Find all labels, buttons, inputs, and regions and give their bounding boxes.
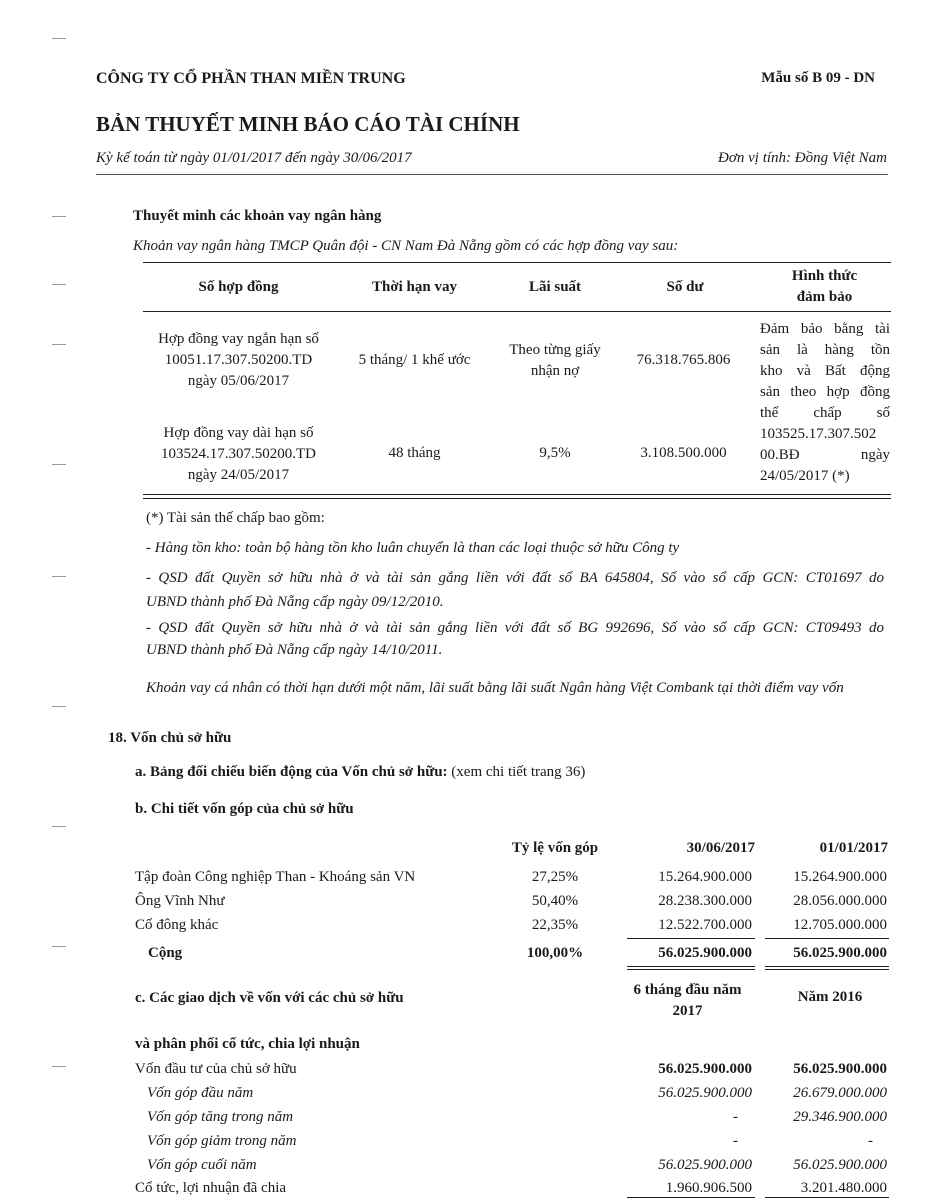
total-row-label: Cộng — [148, 945, 183, 961]
personal-loans-note: Khoản vay cá nhân có thời hạn dưới một năm, lãi suất bằng lãi suất Ngân hàng Việt Combank tại thời điểm vay vốn — [146, 680, 844, 696]
table-row-value: - — [733, 1109, 738, 1125]
scan-mark — [52, 706, 66, 707]
table-row-ratio: 22,35% — [531, 917, 579, 933]
company-name: CÔNG TY CỔ PHẦN THAN MIỀN TRUNG — [96, 70, 406, 87]
scan-mark — [52, 826, 66, 827]
collateral-item: - QSD đất Quyền sở hữu nhà ở và tài sản gắng liền với đất số BG 992696, Số vào sổ cấp GCN: CT09493 do — [146, 620, 884, 636]
table-row-label: Vốn góp giảm trong năm — [147, 1133, 297, 1149]
table-row-term: 48 tháng — [388, 445, 441, 461]
scan-mark — [52, 284, 66, 285]
table-row-balance: 76.318.765.806 — [636, 352, 731, 368]
row-rule — [765, 1197, 889, 1198]
col-header-guarantee: Hình thức đảm bảo — [791, 268, 858, 305]
col-header-ratio: Tỷ lệ vốn góp — [511, 840, 599, 856]
subsection-c-line2: và phân phối cổ tức, chia lợi nhuận — [135, 1036, 360, 1052]
col-header-rate: Lãi suất — [528, 279, 582, 295]
col-header-period1: 6 tháng đầu năm 2017 — [633, 982, 742, 1019]
collateral-item: - QSD đất Quyền sở hữu nhà ở và tài sản gắng liền với đất số BA 645804, Số vào sổ cấp GCN: CT01697 do — [146, 570, 884, 586]
table-row-value: 56.025.900.000 — [658, 1085, 752, 1101]
table-row-name: Ông Vĩnh Như — [135, 893, 225, 909]
table-row-value: 28.056.000.000 — [793, 893, 887, 909]
collateral-item: - Hàng tồn kho: toàn bộ hàng tồn kho luân chuyển là than các loại thuộc sở hữu Công ty — [146, 540, 680, 556]
table-row-value: 15.264.900.000 — [793, 869, 887, 885]
scan-mark — [52, 216, 66, 217]
table-row-value: 12.522.700.000 — [658, 917, 752, 933]
table-row-value: 3.201.480.000 — [800, 1180, 887, 1196]
table-row-value: 56.025.900.000 — [793, 1157, 887, 1173]
collateral-item: UBND thành phố Đà Nẵng cấp ngày 14/10/2011. — [146, 642, 443, 658]
col-header-term: Thời hạn vay — [371, 279, 457, 295]
form-number: Mẫu số B 09 - DN — [761, 70, 875, 86]
table-bottom-border — [143, 498, 891, 499]
table-row-rate: Theo từng giấy nhận nợ — [509, 342, 601, 379]
total-row-ratio: 100,00% — [526, 945, 584, 961]
subsection-b: b. Chi tiết vốn góp của chủ sở hữu — [135, 801, 354, 817]
reporting-period: Kỳ kế toán từ ngày 01/01/2017 đến ngày 30/06/2017 — [96, 150, 412, 166]
table-row-rate: 9,5% — [539, 445, 571, 461]
col-header-date1: 30/06/2017 — [686, 840, 755, 856]
collateral-item: UBND thành phố Đà Nẵng cấp ngày 09/12/2010. — [146, 594, 444, 610]
total-row-value: 56.025.900.000 — [658, 945, 752, 961]
table-row-value: 56.025.900.000 — [658, 1061, 752, 1077]
table-row-value: 56.025.900.000 — [793, 1061, 887, 1077]
table-row-value: 56.025.900.000 — [658, 1157, 752, 1173]
col-header-date2: 01/01/2017 — [819, 840, 888, 856]
table-row-value: - — [733, 1133, 738, 1149]
subsection-c: c. Các giao dịch về vốn với các chủ sở hữu — [135, 990, 404, 1006]
col-header-balance: Số dư — [666, 279, 704, 295]
scan-mark — [52, 576, 66, 577]
table-top-border — [143, 262, 891, 263]
scan-mark — [52, 344, 66, 345]
subtotal-rule — [765, 938, 889, 939]
table-bottom-border — [143, 494, 891, 495]
table-row-label: Vốn góp tăng trong năm — [147, 1109, 294, 1125]
table-row-term: 5 tháng/ 1 khế ước — [358, 352, 471, 368]
table-row-name: Tập đoàn Công nghiệp Than - Khoáng sản VN — [135, 869, 416, 885]
table-row-label: Vốn đầu tư của chủ sở hữu — [135, 1061, 297, 1077]
scan-mark — [52, 1066, 66, 1067]
table-row-value: 29.346.900.000 — [793, 1109, 887, 1125]
table-row-ratio: 50,40% — [531, 893, 579, 909]
total-rule — [765, 969, 889, 970]
table-row-label: Vốn góp đầu năm — [147, 1085, 254, 1101]
section-heading: 18. Vốn chủ sở hữu — [108, 730, 232, 746]
table-row-value: 26.679.000.000 — [793, 1085, 887, 1101]
loans-heading: Thuyết minh các khoản vay ngân hàng — [133, 208, 382, 224]
table-row-label: Vốn góp cuối năm — [147, 1157, 257, 1173]
row-rule — [627, 1197, 755, 1198]
scan-mark — [52, 38, 66, 39]
table-row-label: Cổ tức, lợi nhuận đã chia — [135, 1180, 287, 1196]
table-row-balance: 3.108.500.000 — [640, 445, 727, 461]
table-header-border — [143, 311, 891, 312]
collateral-title: (*) Tài sản thế chấp bao gồm: — [146, 510, 325, 526]
document-title: BẢN THUYẾT MINH BÁO CÁO TÀI CHÍNH — [96, 112, 520, 136]
total-rule — [765, 966, 889, 967]
table-row-contract: Hợp đồng vay ngắn hạn số 10051.17.307.50200.TD ngày 05/06/2017 — [158, 331, 319, 389]
guarantee-text: Đảm bảo bằng tài sản là hàng tồn kho và Bất động sản theo hợp đồng thế chấp số 103525.17.307.502 00.BĐ ngày 24/05/2017 (*) — [760, 321, 890, 484]
col-header-period2: Năm 2016 — [797, 989, 863, 1005]
table-row-value: - — [868, 1133, 873, 1149]
currency-unit: Đơn vị tính: Đồng Việt Nam — [718, 150, 887, 166]
subtotal-rule — [627, 938, 755, 939]
table-row-value: 15.264.900.000 — [658, 869, 752, 885]
loans-intro: Khoản vay ngân hàng TMCP Quân đội - CN Nam Đà Nẵng gồm có các hợp đồng vay sau: — [133, 238, 679, 254]
table-row-value: 28.238.300.000 — [658, 893, 752, 909]
table-row-value: 12.705.000.000 — [793, 917, 887, 933]
total-rule — [627, 969, 755, 970]
table-row-ratio: 27,25% — [531, 869, 579, 885]
subsection-a: a. Bảng đối chiếu biến động của Vốn chủ sở hữu: (xem chi tiết trang 36) — [135, 764, 586, 780]
col-header-contract: Số hợp đồng — [198, 279, 279, 295]
table-row-contract: Hợp đồng vay dài hạn số 103524.17.307.50200.TD ngày 24/05/2017 — [161, 425, 316, 483]
table-row-name: Cổ đông khác — [135, 917, 219, 933]
scan-mark — [52, 464, 66, 465]
header-rule — [96, 174, 888, 175]
total-row-value: 56.025.900.000 — [793, 945, 887, 961]
table-row-value: 1.960.906.500 — [665, 1180, 752, 1196]
scan-mark — [52, 946, 66, 947]
total-rule — [627, 966, 755, 967]
